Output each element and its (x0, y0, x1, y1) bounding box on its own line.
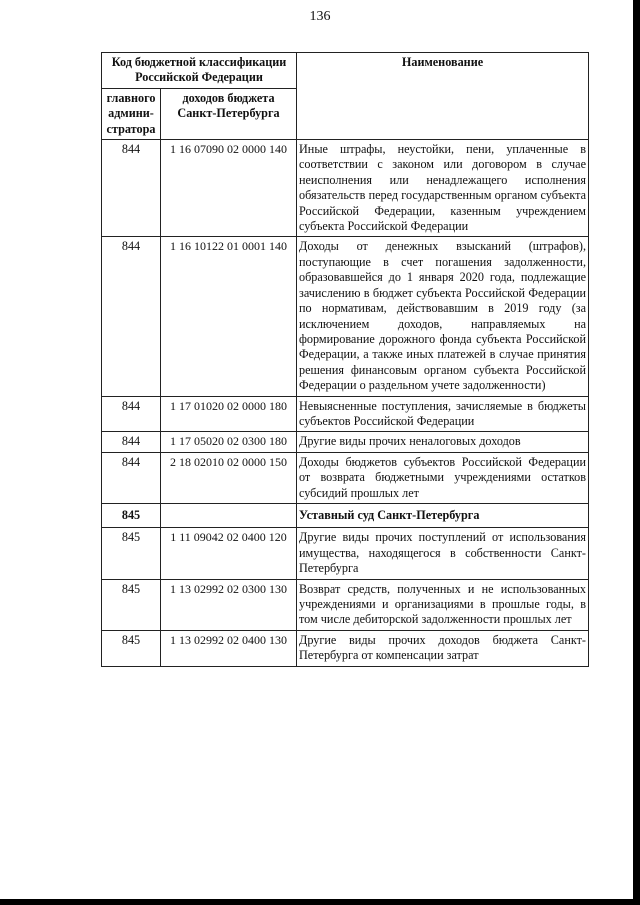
table-row (102, 528, 589, 579)
income-name: Другие виды прочих доходов бюджета Санкт-Петербурга от компенсации затрат (297, 630, 589, 666)
income-code: 1 16 10122 01 0001 140 (161, 237, 297, 396)
income-code: 2 18 02010 02 0000 150 (161, 452, 297, 503)
admin-code: 845 (102, 528, 161, 579)
income-code: 1 13 02992 02 0400 130 (161, 630, 297, 666)
table-row (102, 452, 589, 503)
income-code: 1 16 07090 02 0000 140 (161, 140, 297, 237)
page-number: 136 (309, 9, 331, 24)
income-code (161, 503, 297, 527)
table-row (102, 432, 589, 452)
income-code: 1 17 01020 02 0000 180 (161, 396, 297, 432)
admin-code: 845 (102, 503, 161, 527)
admin-code: 844 (102, 237, 161, 396)
income-name: Доходы от денежных взысканий (штрафов), поступающие в счет погашения задолженности, образовавшейся до 1 января 2020 года, подлежащие зачислению в бюджет субъекта Российской Федерации по нормативам, действовавшим в 2019 году (за исключением доходов, направляемых на формирование дорожного фонда субъекта Российской Федерации, а также иных платежей в случае принятия решения финансовым органом субъекта Российской Федерации о раздельном учете задолженности) (297, 237, 589, 396)
table-row (102, 579, 589, 630)
income-code: 1 11 09042 02 0400 120 (161, 528, 297, 579)
budget-classification-table (101, 52, 589, 667)
admin-code: 844 (102, 452, 161, 503)
income-name: Другие виды прочих поступлений от использования имущества, находящегося в собственности Санкт-Петербурга (297, 528, 589, 579)
table-row (102, 630, 589, 666)
header-classification-code: Код бюджетной классификации Российской Федерации (102, 53, 297, 89)
header-chief-administrator: главного админи-стратора (102, 88, 161, 139)
income-code: 1 13 02992 02 0300 130 (161, 579, 297, 630)
table-row (102, 396, 589, 432)
scan-edge-bottom (0, 899, 640, 905)
admin-code: 844 (102, 396, 161, 432)
admin-code: 844 (102, 432, 161, 452)
income-name: Невыясненные поступления, зачисляемые в бюджеты субъектов Российской Федерации (297, 396, 589, 432)
income-code: 1 17 05020 02 0300 180 (161, 432, 297, 452)
scan-edge-right (633, 0, 640, 905)
table-row (102, 237, 589, 396)
header-budget-income: доходов бюджета Санкт-Петербурга (161, 88, 297, 139)
admin-code: 845 (102, 579, 161, 630)
income-name: Другие виды прочих неналоговых доходов (297, 432, 589, 452)
income-name: Доходы бюджетов субъектов Российской Федерации от возврата бюджетными учреждениями остатков субсидий прошлых лет (297, 452, 589, 503)
table-row (102, 140, 589, 237)
admin-code: 844 (102, 140, 161, 237)
income-name: Иные штрафы, неустойки, пени, уплаченные в соответствии с законом или договором в случае неисполнения или ненадлежащего исполнения обязательств перед государственным органом субъекта Российской Федерации, казенным учреждением субъекта Российской Федерации (297, 140, 589, 237)
section-title: Уставный суд Санкт-Петербурга (297, 503, 589, 527)
admin-code: 845 (102, 630, 161, 666)
section-row (102, 503, 589, 527)
header-name: Наименование (297, 53, 589, 140)
income-name: Возврат средств, полученных и не использованных учреждениями и организациями в прошлые годы, в том числе дебиторской задолженности прошлых лет (297, 579, 589, 630)
